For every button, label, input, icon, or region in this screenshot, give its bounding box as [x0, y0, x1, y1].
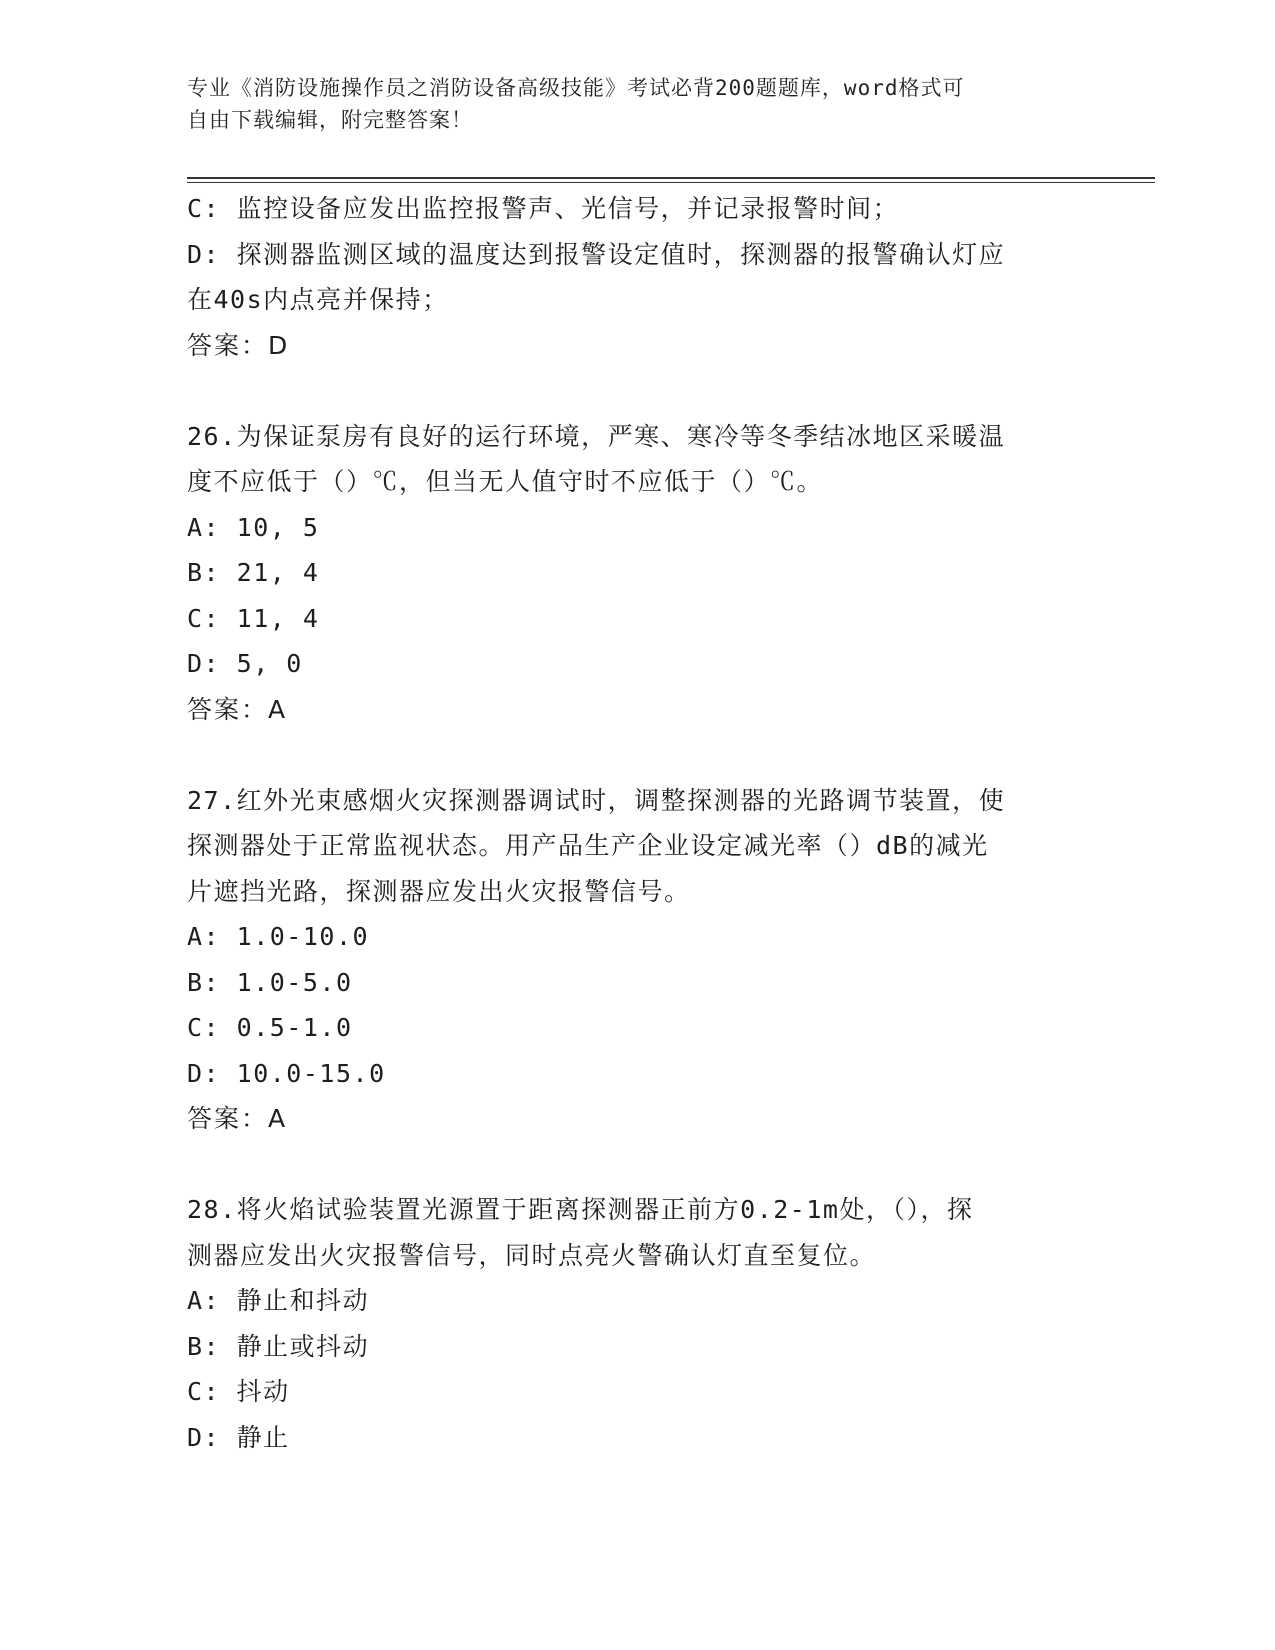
question-stem-line-1: 27.红外光束感烟火灾探测器调试时，调整探测器的光路调节装置，使 — [187, 785, 1006, 815]
header-divider-thin — [187, 182, 1155, 183]
question-spacer — [187, 368, 1087, 414]
question-stem-line-2: 探测器处于正常监视状态。用产品生产企业设定减光率（）dB的减光 — [187, 831, 989, 860]
option-c: C: 11, 4 — [187, 603, 320, 633]
question-list — [187, 186, 1087, 1460]
question-27 — [187, 778, 1087, 1142]
option-a: A: 静止和抖动 — [187, 1286, 370, 1315]
document-header — [187, 72, 1067, 136]
question-spacer — [187, 732, 1087, 778]
question-stem-line-3: 片遮挡光路，探测器应发出火灾报警信号。 — [187, 876, 691, 906]
option-a: A: 10, 5 — [187, 512, 320, 542]
option-b: B: 静止或抖动 — [187, 1331, 370, 1361]
question-stem-line-2: 测器应发出火灾报警信号，同时点亮火警确认灯直至复位。 — [187, 1240, 877, 1270]
question-stem-line-2: 度不应低于（）℃，但当无人值守时不应低于（）℃。 — [187, 467, 824, 496]
header-divider-thick — [187, 177, 1155, 179]
option-d: D: 10.0-15.0 — [187, 1058, 386, 1088]
option-b: B: 21, 4 — [187, 558, 320, 587]
option-d-line-1: D: 探测器监测区域的温度达到报警设定值时，探测器的报警确认灯应 — [187, 239, 1006, 269]
question-25-tail — [187, 186, 1087, 368]
option-c: C: 0.5-1.0 — [187, 1013, 353, 1042]
answer-line: 答案：A — [187, 694, 288, 724]
option-b: B: 1.0-5.0 — [187, 967, 353, 997]
option-d: D: 静止 — [187, 1422, 290, 1452]
option-c: C: 监控设备应发出监控报警声、光信号，并记录报警时间； — [187, 194, 900, 223]
answer-line: 答案：A — [187, 1104, 288, 1133]
option-a: A: 1.0-10.0 — [187, 922, 370, 951]
option-d-line-2: 在40s内点亮并保持； — [187, 285, 449, 314]
question-stem-line-1: 28.将火焰试验装置光源置于距离探测器正前方0.2-1m处，（），探 — [187, 1195, 974, 1224]
header-title-line-1: 专业《消防设施操作员之消防设备高级技能》考试必背200题题库，word格式可 — [187, 76, 965, 100]
question-26 — [187, 414, 1087, 733]
option-c: C: 抖动 — [187, 1377, 290, 1406]
question-stem-line-1: 26.为保证泵房有良好的运行环境，严寒、寒冷等冬季结冰地区采暖温 — [187, 421, 1006, 451]
question-spacer — [187, 1142, 1087, 1188]
option-d: D: 5, 0 — [187, 649, 303, 678]
header-title-line-2: 自由下载编辑，附完整答案！ — [187, 108, 473, 132]
question-28 — [187, 1187, 1087, 1460]
answer-line: 答案：D — [187, 330, 290, 360]
